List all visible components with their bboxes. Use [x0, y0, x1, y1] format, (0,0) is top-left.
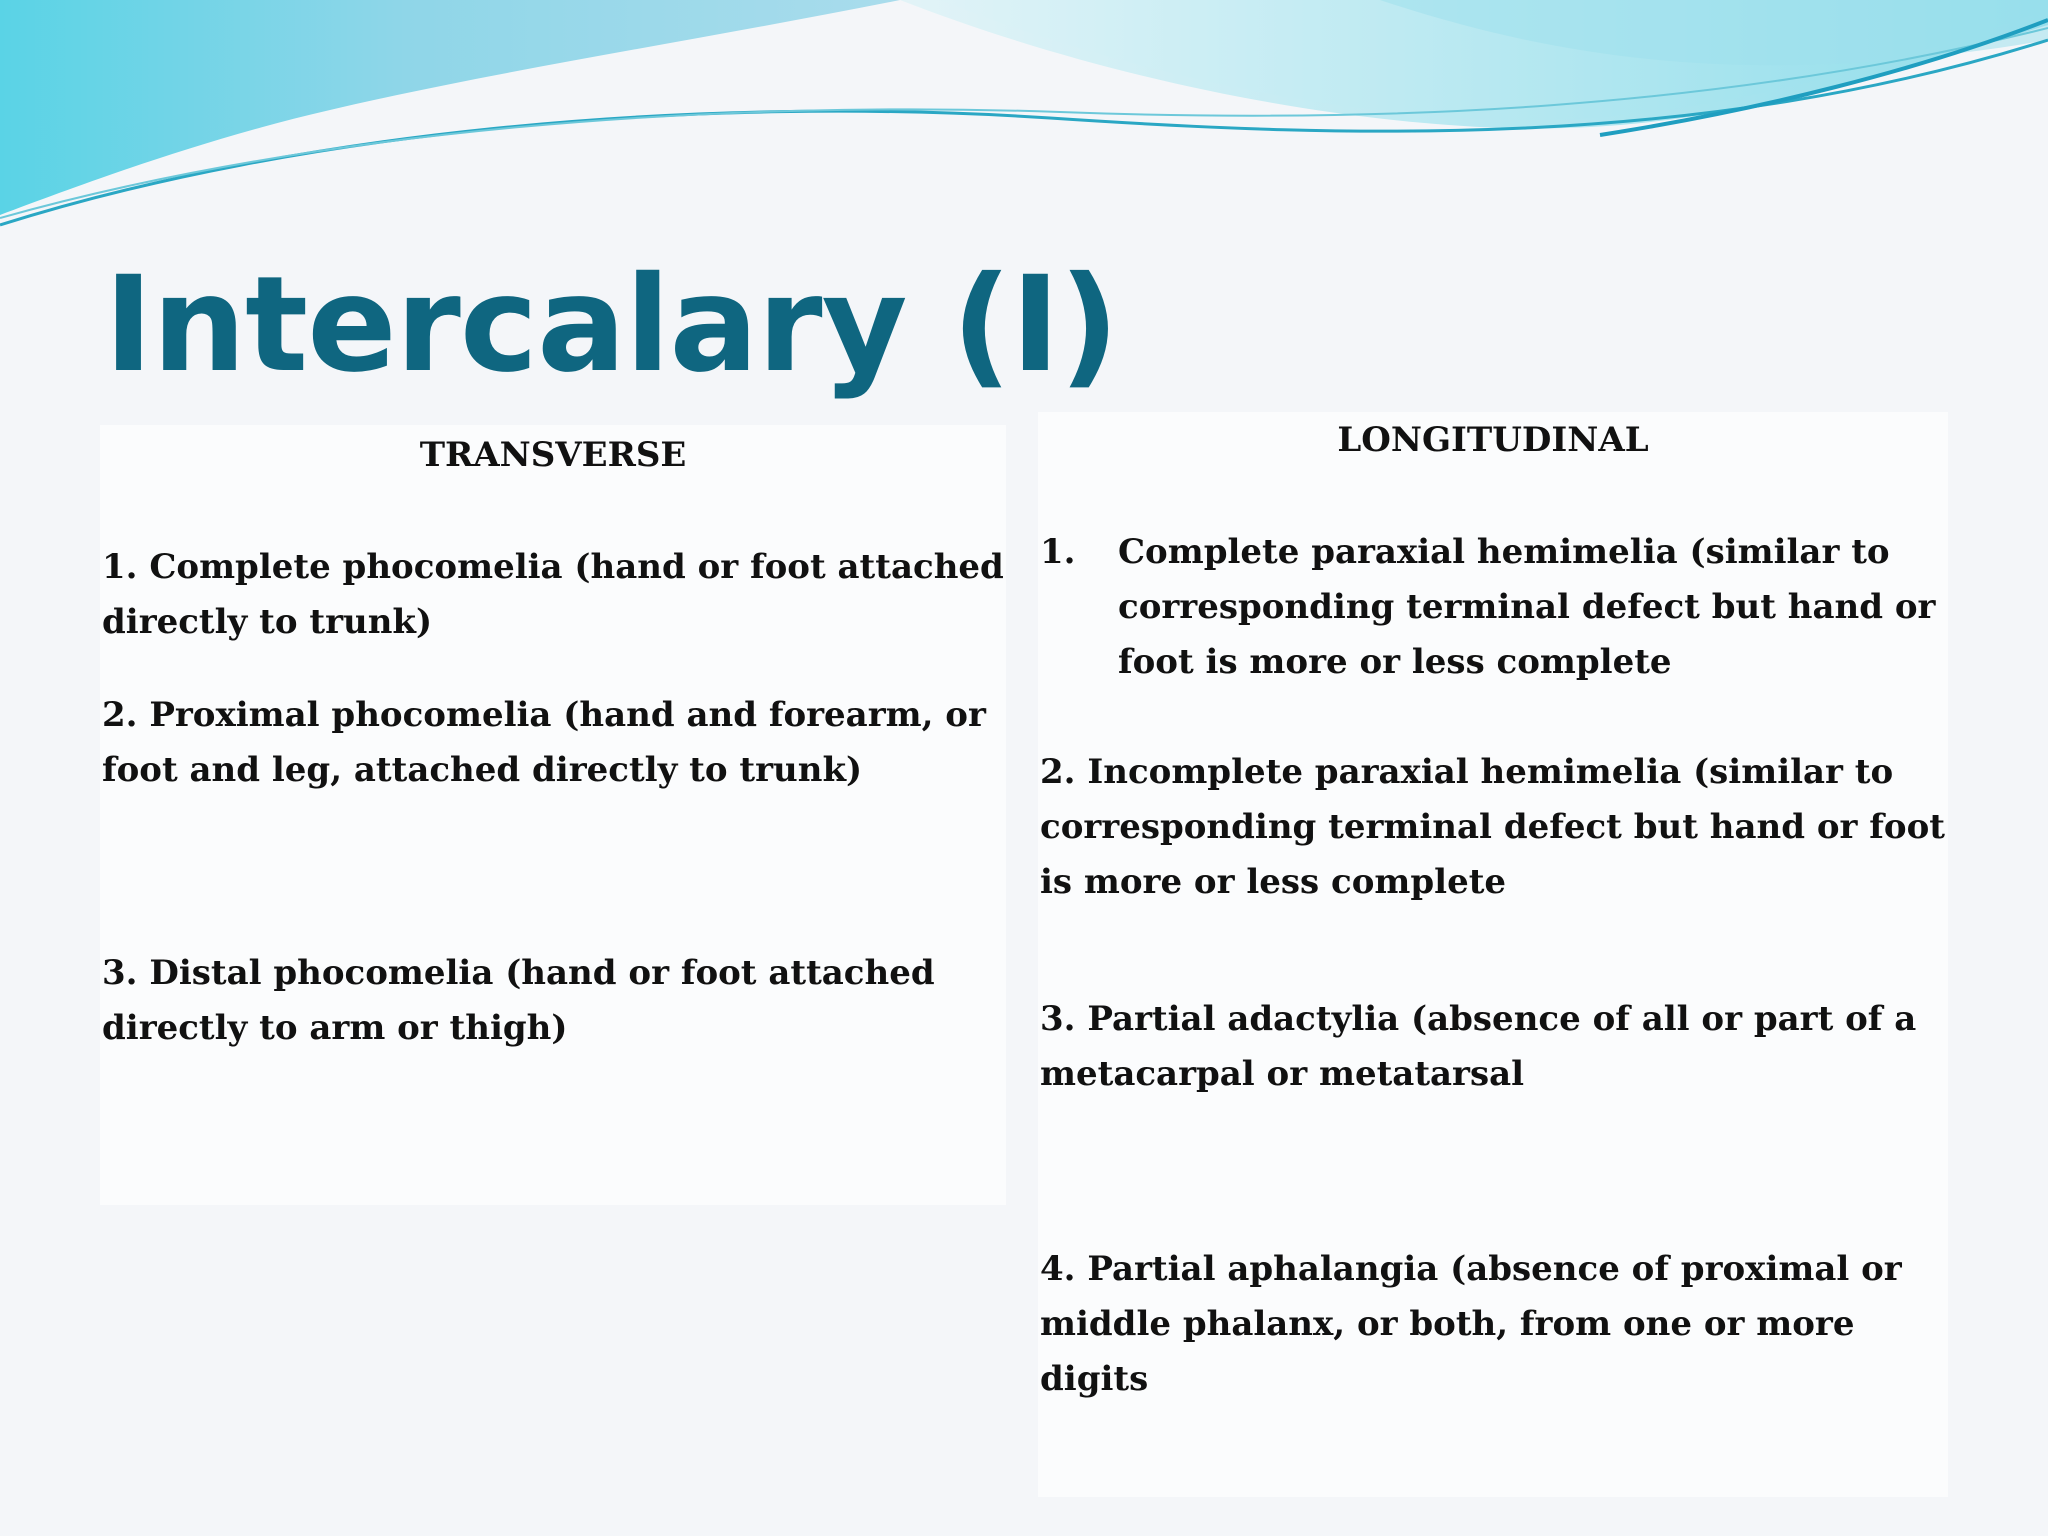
- item-line: 2. Incomplete paraxial hemimelia (similar to: [1040, 752, 1894, 792]
- item-line: is more or less complete: [1040, 862, 1507, 902]
- item-line: 4. Partial aphalangia (absence of proximal or: [1040, 1249, 1902, 1289]
- transverse-item-2: [102, 688, 986, 798]
- item-line: middle phalanx, or both, from one or more: [1040, 1304, 1855, 1344]
- transverse-panel: [100, 425, 1006, 1205]
- transverse-item-1: [102, 540, 1004, 650]
- item-line: digits: [1040, 1359, 1149, 1399]
- longitudinal-heading: LONGITUDINAL: [1337, 420, 1649, 460]
- item-line: corresponding terminal defect but hand or foot: [1040, 807, 1945, 847]
- item-line: directly to arm or thigh): [102, 1008, 568, 1048]
- longitudinal-panel: [1038, 412, 1948, 1497]
- longitudinal-item-3: [1040, 992, 1916, 1102]
- longitudinal-item-4: [1040, 1242, 1902, 1407]
- transverse-item-3: [102, 946, 935, 1056]
- item-line: corresponding terminal defect but hand or: [1118, 587, 1936, 627]
- item-line: 2. Proximal phocomelia (hand and forearm, or: [102, 695, 986, 735]
- header-wave-decoration: [0, 0, 2048, 240]
- item-line: 3. Partial adactylia (absence of all or part of a: [1040, 999, 1917, 1039]
- item-line: directly to trunk): [102, 602, 433, 642]
- slide-title: Intercalary (I): [104, 248, 1119, 402]
- list-number: 1.: [1040, 532, 1076, 572]
- item-line: 1. Complete phocomelia (hand or foot attached: [102, 547, 1004, 587]
- item-line: foot and leg, attached directly to trunk): [102, 750, 863, 790]
- item-line: foot is more or less complete: [1118, 642, 1672, 682]
- transverse-heading: TRANSVERSE: [419, 435, 687, 475]
- longitudinal-item-2: [1040, 745, 1945, 910]
- item-line: Complete paraxial hemimelia (similar to: [1118, 532, 1890, 572]
- item-line: metacarpal or metatarsal: [1040, 1054, 1525, 1094]
- longitudinal-item-1: [1118, 525, 1935, 690]
- item-line: 3. Distal phocomelia (hand or foot attached: [102, 953, 935, 993]
